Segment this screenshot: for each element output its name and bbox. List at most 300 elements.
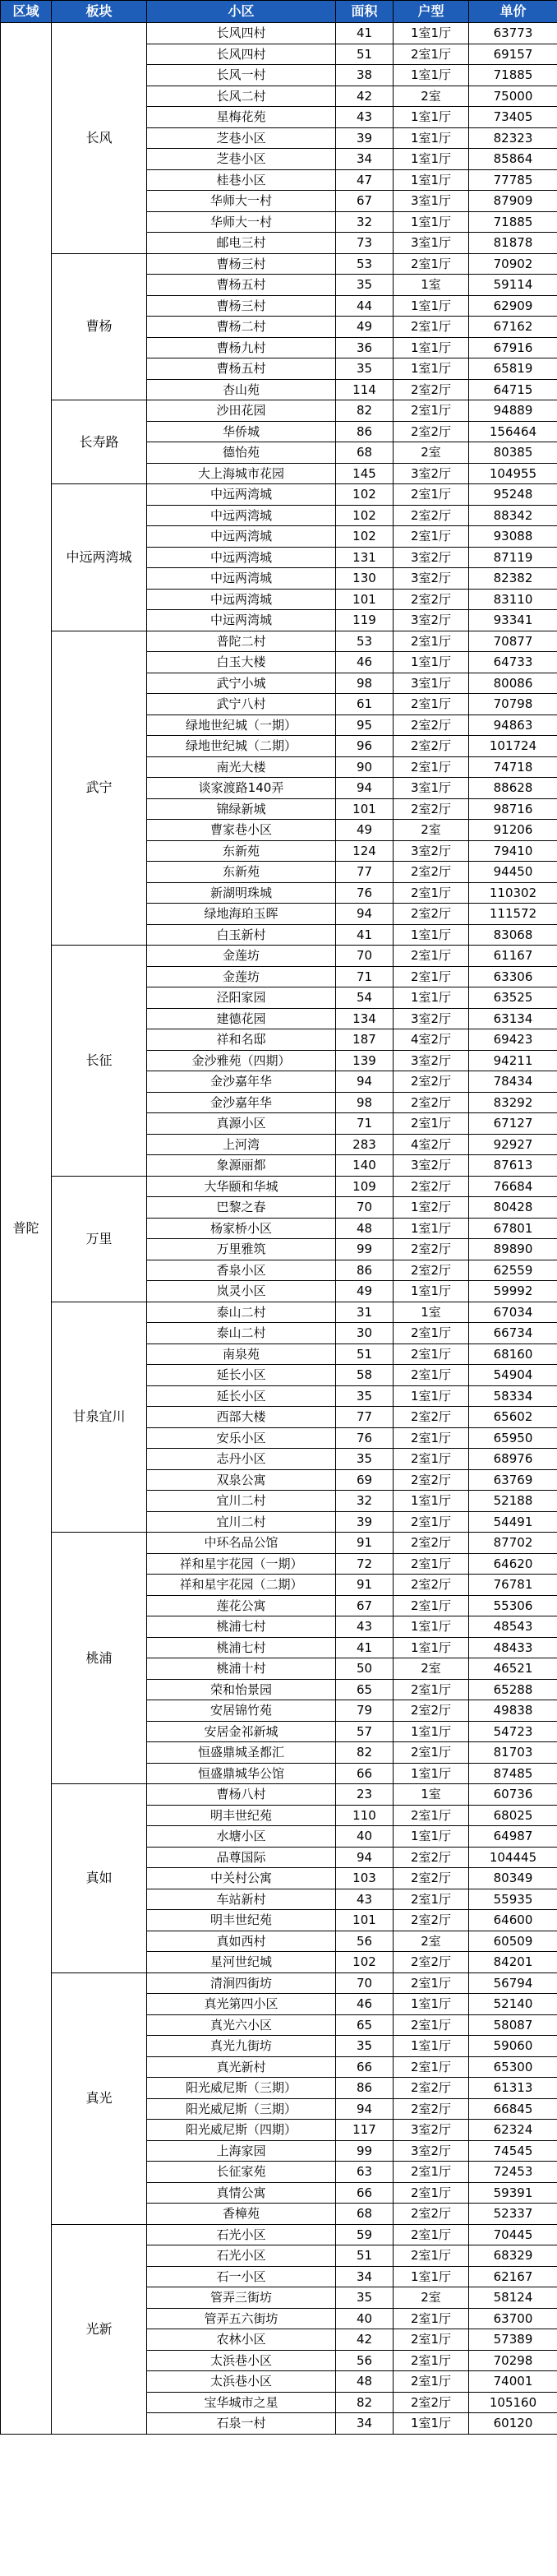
unit-price-cell: 52140 [469,1994,557,2015]
community-cell: 金沙雅苑（四期） [147,1050,336,1071]
table-row [1,400,557,422]
community-cell: 品尊国际 [147,1847,336,1868]
unit-price-cell: 80086 [469,673,557,694]
community-cell: 巴黎之春 [147,1197,336,1219]
community-cell: 芝巷小区 [147,149,336,170]
community-cell: 恒盛鼎城圣都汇 [147,1742,336,1764]
area-cell: 63 [336,2162,394,2183]
unit-price-cell: 83068 [469,924,557,946]
unit-price-cell: 82382 [469,568,557,590]
layout-cell: 3室1厅 [394,673,469,694]
layout-cell: 2室2厅 [394,1575,469,1596]
area-cell: 109 [336,1176,394,1197]
community-cell: 真光九街坊 [147,2036,336,2057]
community-cell: 香泉小区 [147,1260,336,1281]
block-cell: 曹杨 [52,253,147,400]
community-cell: 荣和怡景园 [147,1679,336,1700]
community-cell: 星河世纪城 [147,1952,336,1973]
layout-cell: 1室1厅 [394,149,469,170]
layout-cell: 2室2厅 [394,1071,469,1093]
layout-cell: 1室1厅 [394,1994,469,2015]
unit-price-cell: 55306 [469,1595,557,1616]
block-cell: 长风 [52,23,147,254]
area-cell: 71 [336,966,394,987]
block-cell: 武宁 [52,631,147,946]
area-cell: 102 [336,484,394,506]
unit-price-cell: 76781 [469,1575,557,1596]
unit-price-cell: 87485 [469,1763,557,1784]
unit-price-cell: 78434 [469,1071,557,1093]
community-cell: 安乐小区 [147,1427,336,1449]
unit-price-cell: 48433 [469,1637,557,1658]
layout-cell: 2室1厅 [394,1595,469,1616]
area-cell: 124 [336,840,394,862]
unit-price-cell: 104955 [469,463,557,484]
area-cell: 65 [336,1679,394,1700]
layout-cell: 2室1厅 [394,1553,469,1575]
unit-price-cell: 87613 [469,1155,557,1177]
area-cell: 68 [336,2204,394,2225]
unit-price-cell: 67801 [469,1218,557,1239]
layout-cell: 2室1厅 [394,2329,469,2351]
community-cell: 真光新村 [147,2056,336,2078]
layout-cell: 1室1厅 [394,1218,469,1239]
layout-cell: 1室 [394,1302,469,1323]
layout-cell: 2室1厅 [394,946,469,967]
area-cell: 71 [336,1113,394,1135]
unit-price-cell: 62559 [469,1260,557,1281]
layout-cell: 4室2厅 [394,1029,469,1051]
layout-cell: 2室1厅 [394,2371,469,2393]
layout-cell: 2室1厅 [394,253,469,275]
community-cell: 桃浦七村 [147,1616,336,1638]
layout-cell: 2室2厅 [394,1176,469,1197]
area-cell: 34 [336,149,394,170]
layout-cell: 1室1厅 [394,652,469,673]
layout-cell: 2室 [394,86,469,107]
unit-price-cell: 94889 [469,400,557,422]
unit-price-cell: 63525 [469,987,557,1009]
unit-price-cell: 85864 [469,149,557,170]
unit-price-cell: 67034 [469,1302,557,1323]
layout-cell: 1室1厅 [394,23,469,44]
unit-price-cell: 94450 [469,862,557,883]
community-cell: 真光六小区 [147,2014,336,2036]
community-cell: 白玉大楼 [147,652,336,673]
community-cell: 曹杨三村 [147,295,336,317]
layout-cell: 4室2厅 [394,1134,469,1155]
area-cell: 130 [336,568,394,590]
area-cell: 140 [336,1155,394,1177]
area-cell: 30 [336,1323,394,1344]
header-row [1,1,557,23]
table-row [1,2224,557,2245]
table-row [1,23,557,44]
area-cell: 42 [336,86,394,107]
area-cell: 35 [336,358,394,380]
unit-price-cell: 63769 [469,1469,557,1491]
layout-cell: 2室1厅 [394,631,469,652]
community-cell: 东新苑 [147,840,336,862]
block-cell: 中远两湾城 [52,484,147,631]
community-cell: 华师大一村 [147,191,336,212]
layout-cell: 1室1厅 [394,107,469,128]
area-cell: 59 [336,2224,394,2245]
layout-cell: 2室1厅 [394,1323,469,1344]
unit-price-cell: 55935 [469,1889,557,1910]
layout-cell: 1室1厅 [394,1637,469,1658]
layout-cell: 1室1厅 [394,1491,469,1512]
community-cell: 安居锦竹苑 [147,1700,336,1722]
layout-cell: 1室1厅 [394,1616,469,1638]
community-cell: 石光小区 [147,2245,336,2267]
community-cell: 邮电三村 [147,233,336,254]
area-cell: 86 [336,1260,394,1281]
unit-price-cell: 58124 [469,2287,557,2309]
community-cell: 大华颐和华城 [147,1176,336,1197]
area-cell: 35 [336,2036,394,2057]
layout-cell: 2室1厅 [394,1805,469,1826]
layout-cell: 1室1厅 [394,1721,469,1742]
layout-cell: 2室1厅 [394,1972,469,1994]
community-cell: 清涧四街坊 [147,1972,336,1994]
area-cell: 98 [336,1092,394,1113]
layout-cell: 3室2厅 [394,547,469,568]
community-cell: 太浜巷小区 [147,2371,336,2393]
area-cell: 68 [336,442,394,464]
unit-price-cell: 56794 [469,1972,557,1994]
area-cell: 43 [336,1616,394,1638]
community-cell: 长风四村 [147,44,336,65]
layout-cell: 1室1厅 [394,987,469,1009]
layout-cell: 2室1厅 [394,966,469,987]
area-cell: 57 [336,1721,394,1742]
unit-price-cell: 98716 [469,798,557,820]
layout-cell: 2室2厅 [394,379,469,400]
unit-price-cell: 64715 [469,379,557,400]
area-cell: 65 [336,2014,394,2036]
layout-cell: 1室1厅 [394,2036,469,2057]
area-cell: 56 [336,1931,394,1952]
layout-cell: 2室1厅 [394,44,469,65]
unit-price-cell: 105160 [469,2392,557,2413]
layout-cell: 2室 [394,820,469,841]
layout-cell: 2室2厅 [394,2392,469,2413]
community-cell: 安居金祁新城 [147,1721,336,1742]
area-cell: 67 [336,191,394,212]
area-cell: 70 [336,1197,394,1219]
area-cell: 94 [336,904,394,925]
layout-cell: 2室1厅 [394,1427,469,1449]
community-cell: 德怡苑 [147,442,336,464]
header-unit-price: 单价 [469,1,557,23]
community-cell: 沙田花园 [147,400,336,422]
area-cell: 94 [336,1071,394,1093]
unit-price-cell: 95248 [469,484,557,506]
area-cell: 38 [336,65,394,86]
unit-price-cell: 81703 [469,1742,557,1764]
community-cell: 宜川二村 [147,1511,336,1533]
community-cell: 中远两湾城 [147,547,336,568]
layout-cell: 2室2厅 [394,1952,469,1973]
unit-price-cell: 80385 [469,442,557,464]
layout-cell: 1室1厅 [394,337,469,358]
unit-price-cell: 87119 [469,547,557,568]
unit-price-cell: 46521 [469,1658,557,1680]
unit-price-cell: 65300 [469,2056,557,2078]
community-cell: 农林小区 [147,2329,336,2351]
layout-cell: 2室2厅 [394,1700,469,1722]
layout-cell: 1室1厅 [394,358,469,380]
community-cell: 中关村公寓 [147,1868,336,1889]
community-cell: 宝华城市之星 [147,2392,336,2413]
unit-price-cell: 82323 [469,127,557,149]
layout-cell: 2室1厅 [394,2056,469,2078]
area-cell: 46 [336,1994,394,2015]
area-cell: 91 [336,1533,394,1554]
block-cell: 万里 [52,1176,147,1302]
area-cell: 101 [336,589,394,610]
community-cell: 真情公寓 [147,2182,336,2204]
table-row [1,1784,557,1806]
area-cell: 51 [336,1343,394,1365]
unit-price-cell: 67127 [469,1113,557,1135]
layout-cell: 2室2厅 [394,1092,469,1113]
layout-cell: 2室1厅 [394,2162,469,2183]
community-cell: 岚灵小区 [147,1281,336,1302]
community-cell: 武宁八村 [147,694,336,715]
community-cell: 东新苑 [147,862,336,883]
block-cell: 光新 [52,2224,147,2434]
community-cell: 阳光威尼斯（三期） [147,2078,336,2099]
layout-cell: 1室 [394,275,469,296]
community-cell: 杏山苑 [147,379,336,400]
unit-price-cell: 75000 [469,86,557,107]
area-cell: 283 [336,1134,394,1155]
unit-price-cell: 88628 [469,778,557,799]
unit-price-cell: 92927 [469,1134,557,1155]
layout-cell: 1室1厅 [394,127,469,149]
unit-price-cell: 80428 [469,1197,557,1219]
unit-price-cell: 62909 [469,295,557,317]
community-cell: 南光大楼 [147,756,336,778]
layout-cell: 2室2厅 [394,1469,469,1491]
layout-cell: 3室2厅 [394,2140,469,2162]
unit-price-cell: 59060 [469,2036,557,2057]
area-cell: 69 [336,1469,394,1491]
unit-price-cell: 58087 [469,2014,557,2036]
area-cell: 67 [336,1595,394,1616]
community-cell: 管弄三街坊 [147,2287,336,2309]
unit-price-cell: 81878 [469,233,557,254]
header-community: 小区 [147,1,336,23]
layout-cell: 2室2厅 [394,1868,469,1889]
unit-price-cell: 77785 [469,169,557,191]
unit-price-cell: 62167 [469,2266,557,2287]
layout-cell: 3室2厅 [394,1008,469,1029]
layout-cell: 1室2厅 [394,1197,469,1219]
community-cell: 长风四村 [147,23,336,44]
layout-cell: 2室1厅 [394,317,469,338]
unit-price-cell: 64620 [469,1553,557,1575]
unit-price-cell: 62324 [469,2120,557,2141]
layout-cell: 2室2厅 [394,1239,469,1260]
area-cell: 102 [336,505,394,526]
community-cell: 建德花园 [147,1008,336,1029]
unit-price-cell: 59114 [469,275,557,296]
unit-price-cell: 54491 [469,1511,557,1533]
area-cell: 50 [336,1658,394,1680]
area-cell: 98 [336,673,394,694]
community-cell: 石泉一村 [147,2413,336,2435]
community-cell: 绿地海珀玉晖 [147,904,336,925]
community-cell: 中远两湾城 [147,526,336,548]
layout-cell: 2室 [394,442,469,464]
unit-price-cell: 67916 [469,337,557,358]
header-block: 板块 [52,1,147,23]
community-cell: 上海家园 [147,2140,336,2162]
unit-price-cell: 84201 [469,1952,557,1973]
unit-price-cell: 87702 [469,1533,557,1554]
community-cell: 谈家渡路140弄 [147,778,336,799]
area-cell: 32 [336,211,394,233]
area-cell: 101 [336,1910,394,1931]
area-cell: 76 [336,882,394,904]
community-cell: 星梅花苑 [147,107,336,128]
layout-cell: 1室1厅 [394,65,469,86]
community-cell: 金莲坊 [147,966,336,987]
table-row [1,946,557,967]
unit-price-cell: 110302 [469,882,557,904]
community-cell: 石一小区 [147,2266,336,2287]
layout-cell: 2室2厅 [394,1407,469,1428]
block-cell: 长征 [52,946,147,1177]
community-cell: 真光第四小区 [147,1994,336,2015]
area-cell: 47 [336,169,394,191]
unit-price-cell: 71885 [469,65,557,86]
community-cell: 曹杨九村 [147,337,336,358]
layout-cell: 1室1厅 [394,1763,469,1784]
unit-price-cell: 87909 [469,191,557,212]
community-cell: 曹杨五村 [147,358,336,380]
layout-cell: 2室1厅 [394,882,469,904]
unit-price-cell: 68160 [469,1343,557,1365]
layout-cell: 2室1厅 [394,400,469,422]
unit-price-cell: 111572 [469,904,557,925]
unit-price-cell: 91206 [469,820,557,841]
layout-cell: 2室2厅 [394,589,469,610]
block-cell: 真光 [52,1972,147,2224]
area-cell: 82 [336,400,394,422]
layout-cell: 2室2厅 [394,505,469,526]
unit-price-cell: 93341 [469,610,557,631]
community-cell: 恒盛鼎城华公馆 [147,1763,336,1784]
community-cell: 武宁小城 [147,673,336,694]
area-cell: 103 [336,1868,394,1889]
community-cell: 明丰世纪苑 [147,1910,336,1931]
layout-cell: 2室1厅 [394,2245,469,2267]
area-cell: 66 [336,2182,394,2204]
layout-cell: 3室2厅 [394,463,469,484]
unit-price-cell: 93088 [469,526,557,548]
unit-price-cell: 66734 [469,1323,557,1344]
community-cell: 桃浦七村 [147,1637,336,1658]
area-cell: 82 [336,2392,394,2413]
area-cell: 79 [336,1700,394,1722]
community-cell: 双泉公寓 [147,1469,336,1491]
unit-price-cell: 79410 [469,840,557,862]
header-layout: 户型 [394,1,469,23]
area-cell: 114 [336,379,394,400]
area-cell: 41 [336,23,394,44]
unit-price-cell: 63134 [469,1008,557,1029]
community-cell: 西部大楼 [147,1407,336,1428]
unit-price-cell: 63700 [469,2308,557,2329]
community-cell: 新湖明珠城 [147,882,336,904]
area-cell: 49 [336,1281,394,1302]
unit-price-cell: 68329 [469,2245,557,2267]
area-cell: 134 [336,1008,394,1029]
layout-cell: 2室1厅 [394,2182,469,2204]
layout-cell: 2室2厅 [394,904,469,925]
area-cell: 53 [336,253,394,275]
layout-cell: 2室1厅 [394,1889,469,1910]
area-cell: 110 [336,1805,394,1826]
area-cell: 73 [336,233,394,254]
area-cell: 48 [336,1218,394,1239]
unit-price-cell: 60736 [469,1784,557,1806]
unit-price-cell: 101724 [469,736,557,757]
unit-price-cell: 64733 [469,652,557,673]
area-cell: 102 [336,526,394,548]
area-cell: 34 [336,2266,394,2287]
layout-cell: 1室1厅 [394,1826,469,1848]
area-cell: 35 [336,275,394,296]
unit-price-cell: 74718 [469,756,557,778]
layout-cell: 2室2厅 [394,798,469,820]
layout-cell: 2室2厅 [394,1910,469,1931]
unit-price-cell: 65950 [469,1427,557,1449]
unit-price-cell: 65288 [469,1679,557,1700]
community-cell: 中远两湾城 [147,484,336,506]
area-cell: 119 [336,610,394,631]
layout-cell: 1室1厅 [394,295,469,317]
layout-cell: 2室1厅 [394,1113,469,1135]
unit-price-cell: 58334 [469,1385,557,1407]
community-cell: 香樟苑 [147,2204,336,2225]
unit-price-cell: 70902 [469,253,557,275]
community-cell: 曹杨八村 [147,1784,336,1806]
header-district: 区域 [1,1,52,23]
unit-price-cell: 76684 [469,1176,557,1197]
layout-cell: 1室1厅 [394,169,469,191]
area-cell: 53 [336,631,394,652]
community-cell: 延长小区 [147,1365,336,1386]
layout-cell: 3室2厅 [394,2120,469,2141]
unit-price-cell: 104445 [469,1847,557,1868]
unit-price-cell: 61313 [469,2078,557,2099]
area-cell: 82 [336,1742,394,1764]
community-cell: 长风二村 [147,86,336,107]
unit-price-cell: 65602 [469,1407,557,1428]
layout-cell: 2室1厅 [394,1365,469,1386]
layout-cell: 2室2厅 [394,715,469,736]
community-cell: 曹家巷小区 [147,820,336,841]
community-cell: 太浜巷小区 [147,2350,336,2371]
area-cell: 72 [336,1553,394,1575]
layout-cell: 1室1厅 [394,1281,469,1302]
unit-price-cell: 52188 [469,1491,557,1512]
